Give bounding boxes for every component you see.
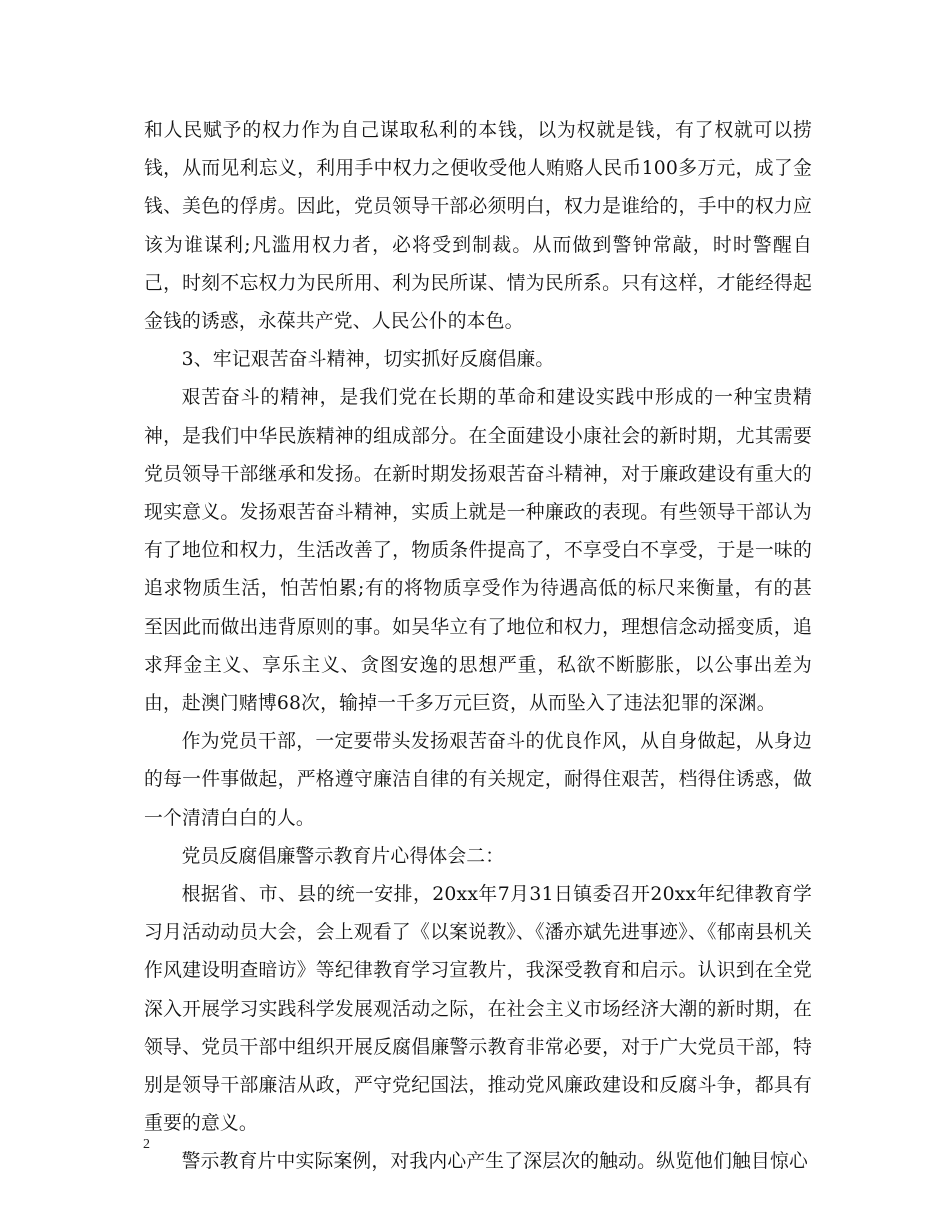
paragraph-5: 根据省、市、县的统一安排，20xx年7月31日镇委召开20xx年纪律教育学习月活动动员大会，会上观看了《以案说教》、《潘亦斌先进事迹》、《郁南县机关作风建设明查暗访》等纪律教育学习宣教片，我深受教育和启示。认识到在全党深入开展学习实践科学发展观活动之际，在社会主义市场经济大潮的新时期，在领导、党员干部中组织开展反腐倡廉警示教育非常必要，对于广大党员干部，特别是领导干部廉洁从政，严守党纪国法，推动党风廉政建设和反腐斗争，都具有重要的意义。: [144, 884, 812, 1135]
body-text: [144, 112, 812, 1182]
page-number: 2: [143, 1137, 150, 1152]
paragraph-3: 艰苦奋斗的精神，是我们党在长期的革命和建设实践中形成的一种宝贵精神，是我们中华民族精神的组成部分。在全面建设小康社会的新时期，尤其需要党员领导干部继承和发扬。在新时期发扬艰苦奋斗精神，对于廉政建设有重大的现实意义。发扬艰苦奋斗精神，实质上就是一种廉政的表现。有些领导干部认为有了地位和权力，生活改善了，物质条件提高了，不享受白不享受，于是一味的追求物质生活，怕苦怕累;有的将物质享受作为待遇高低的标尺来衡量，有的甚至因此而做出违背原则的事。如吴华立有了地位和权力，理想信念动摇变质，追求拜金主义、享乐主义、贪图安逸的思想严重，私欲不断膨胀，以公事出差为由，赴澳门赌博68次，输掉一千多万元巨资，从而坠入了违法犯罪的深渊。: [144, 387, 812, 715]
paragraph-2-heading: 3、牢记艰苦奋斗精神，切实抓好反腐倡廉。: [181, 349, 555, 371]
paragraph-4: 作为党员干部，一定要带头发扬艰苦奋斗的优良作风，从自身做起，从身边的每一件事做起，严格遵守廉洁自律的有关规定，耐得住艰苦，档得住诱惑，做一个清清白白的人。: [144, 731, 812, 829]
paragraph-1: 和人民赋予的权力作为自己谋取私利的本钱，以为权就是钱，有了权就可以捞钱，从而见利忘义，利用手中权力之便收受他人贿赂人民币100多万元，成了金钱、美色的俘虏。因此，党员领导干部必须明白，权力是谁给的，手中的权力应该为谁谋利;凡滥用权力者，必将受到制裁。从而做到警钟常敲，时时警醒自己，时刻不忘权力为民所用、利为民所谋、情为民所系。只有这样，才能经得起金钱的诱惑，永葆共产党、人民公仆的本色。: [144, 120, 812, 333]
paragraph-6: 警示教育片中实际案例，对我内心产生了深层次的触动。纵览他们触目惊心: [181, 1151, 808, 1173]
section-heading: 党员反腐倡廉警示教育片心得体会二：: [181, 845, 505, 867]
